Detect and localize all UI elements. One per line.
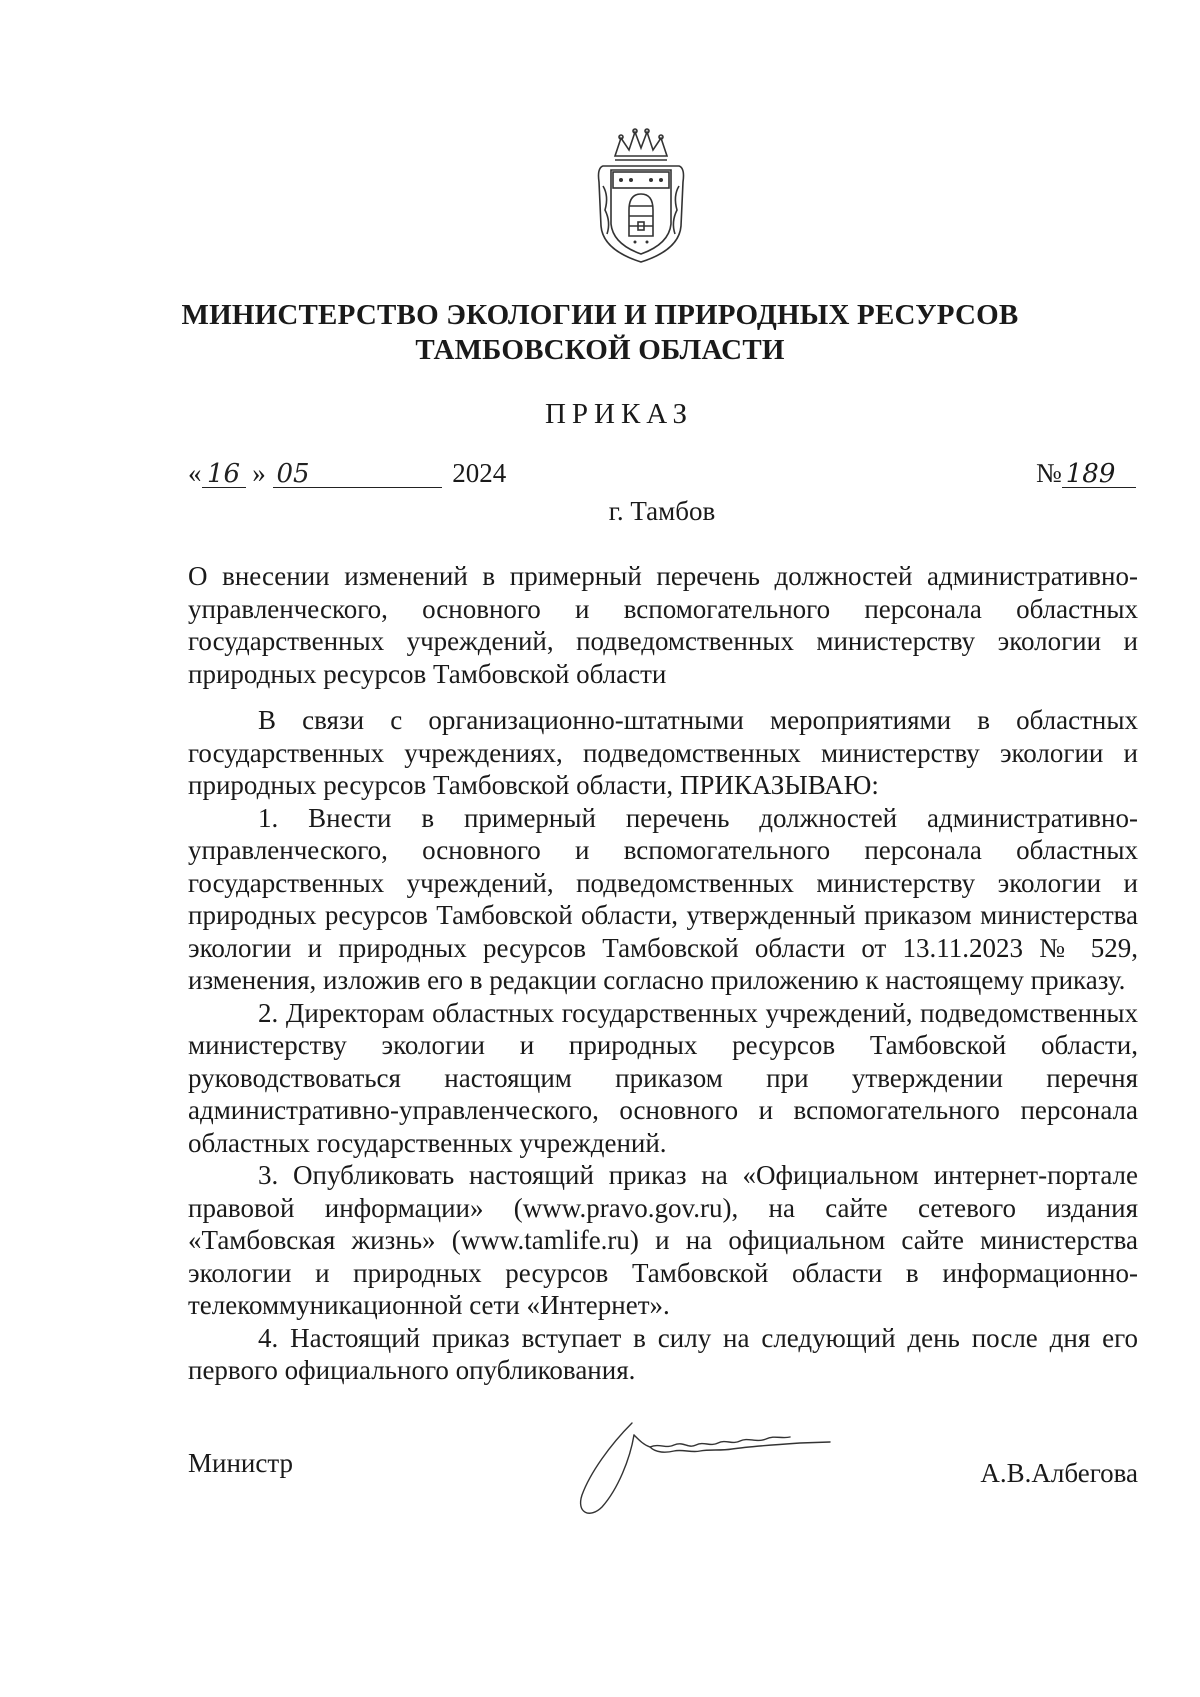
signer-position: Министр — [188, 1448, 293, 1478]
document-number — [1036, 458, 1136, 489]
date-quote-open: « — [188, 458, 202, 488]
date-day: 16 — [202, 461, 246, 488]
date-month: 05 — [273, 461, 442, 488]
number-label: № — [1036, 458, 1062, 488]
body-item-1: 1. Внести в примерный перечень должностей административно-управленческого, основного и вспомогательного персонала областных государственных учреждений, подведомственных министерству экологии и природных ресурсов Тамбовской области, утвержденный приказом министерства экологии и природных ресурсов Тамбовской области от 13.11.2023 № 529, изменения, изложив его в редакции согласно приложению к настоящему приказу. — [188, 802, 1138, 995]
document-subject: О внесении изменений в примерный перечень должностей административно-управленческого, основного и вспомогательного персонала областных государственных учреждений, подведомственных министерству экологии и природных ресурсов Тамбовской области — [188, 561, 1138, 689]
document-date — [188, 458, 506, 489]
signer-name: А.В.Албегова — [980, 1458, 1138, 1488]
body-preamble: В связи с организационно-штатными мероприятиями в областных государственных учреждениях, подведомственных министерству экологии и природных ресурсов Тамбовской области, ПРИКАЗЫВАЮ: — [188, 705, 1138, 800]
document-type-title: ПРИКАЗ — [544, 398, 694, 430]
body-item-2: 2. Директорам областных государственных учреждений, подведомственных министерству экологии и природных ресурсов Тамбовской области, руководствоваться настоящим приказом при утверждении перечня административно-управленческого, основного и вспомогательного персонала областных государственных учреждений. — [188, 997, 1138, 1158]
ministry-name-line2: ТАМБОВСКОЙ ОБЛАСТИ — [415, 334, 785, 366]
document-body — [188, 704, 1138, 1387]
body-item-3: 3. Опубликовать настоящий приказ на «Официальном интернет-портале правовой информации» (www.pravo.gov.ru), на сайте сетевого издания «Тамбовская жизнь» (www.tamlife.ru) и на официальном сайте министерства экологии и природных ресурсов Тамбовской области в информационно-телекоммуникационной сети «Интернет». — [188, 1160, 1138, 1320]
date-quote-close: » — [252, 458, 266, 488]
coat-of-arms-emblem — [593, 126, 689, 266]
number-value: 189 — [1062, 461, 1136, 488]
city-of-issue: г. Тамбов — [608, 496, 716, 526]
body-item-4: 4. Настоящий приказ вступает в силу на следующий день после дня его первого официального опубликования. — [188, 1322, 1138, 1385]
date-year: 2024 — [452, 458, 507, 488]
ministry-name-line1: МИНИСТЕРСТВО ЭКОЛОГИИ И ПРИРОДНЫХ РЕСУРСОВ — [181, 299, 1019, 331]
handwritten-signature — [570, 1415, 870, 1525]
